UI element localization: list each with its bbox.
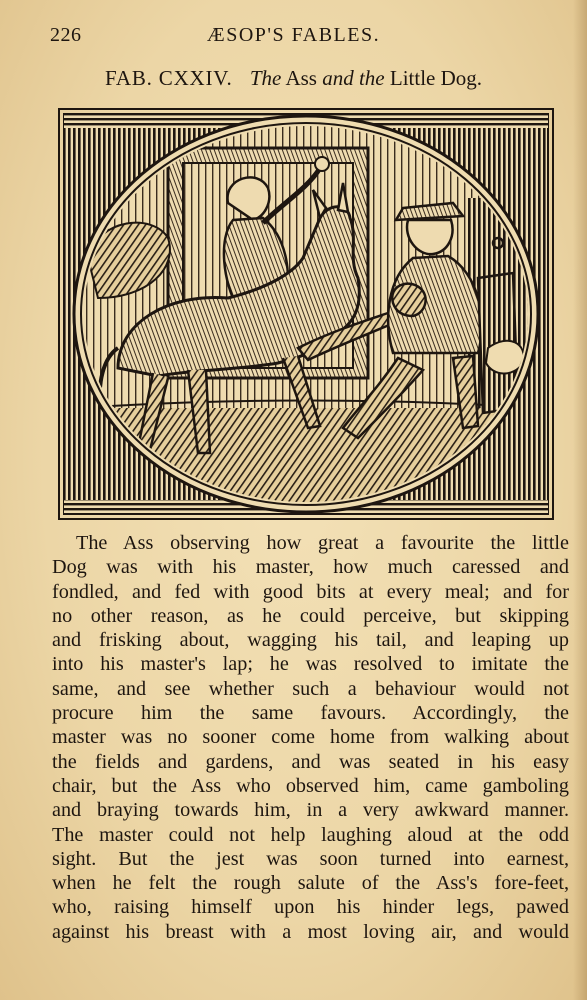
text-line: The master could not help laughing aloud at the odd <box>52 823 569 846</box>
page-number: 226 <box>50 24 82 46</box>
woodcut-illustration <box>58 108 554 520</box>
fable-title-little-dog: Little Dog. <box>389 66 483 90</box>
text-line: Dog was with his master, how much caressed and <box>52 556 569 579</box>
text-line: and frisking about, wagging his tail, and leaping up <box>52 629 569 652</box>
fable-title-the: The <box>249 66 282 90</box>
text-line: fondled, and fed with good bits at every meal; and for <box>52 580 569 603</box>
text-line: and braying towards him, in a very awkward manner. <box>52 799 569 822</box>
text-line: chair, but the Ass who observed him, came gamboling <box>52 774 569 797</box>
running-title: ÆSOP'S FABLES. <box>206 24 381 46</box>
text-line: into his master's lap; he was resolved to imitate the <box>52 653 569 676</box>
fable-title-and-the: and the <box>322 66 385 90</box>
fable-number: FAB. CXXIV. <box>104 66 233 90</box>
woodcut-svg <box>58 108 554 520</box>
text-line: The Ass observing how great a favourite the little <box>76 532 569 554</box>
text-line: who, raising himself upon his hinder legs, pawed <box>52 896 569 919</box>
fable-text <box>52 531 569 944</box>
text-line: master was no sooner come home from walking about <box>52 726 569 749</box>
text-line: against his breast with a most loving air, and would <box>52 920 569 943</box>
text-line: sight. But the jest was soon turned into earnest, <box>52 847 569 870</box>
fable-heading <box>40 66 547 91</box>
text-line: same, and see whether such a behaviour would not <box>52 677 569 700</box>
text-line: the fields and gardens, and was seated in his easy <box>52 750 569 773</box>
text-line: no other reason, as he could perceive, but skipping <box>52 604 569 627</box>
page-edge-shadow <box>573 0 587 1000</box>
chair-cloth <box>486 341 524 374</box>
little-dog <box>392 284 425 316</box>
text-line: when he felt the rough salute of the Ass's fore-feet, <box>52 872 569 895</box>
running-head <box>40 18 547 52</box>
text-line: procure him the same favours. Accordingly, the <box>52 702 569 725</box>
fable-title-ass: Ass <box>285 66 317 90</box>
